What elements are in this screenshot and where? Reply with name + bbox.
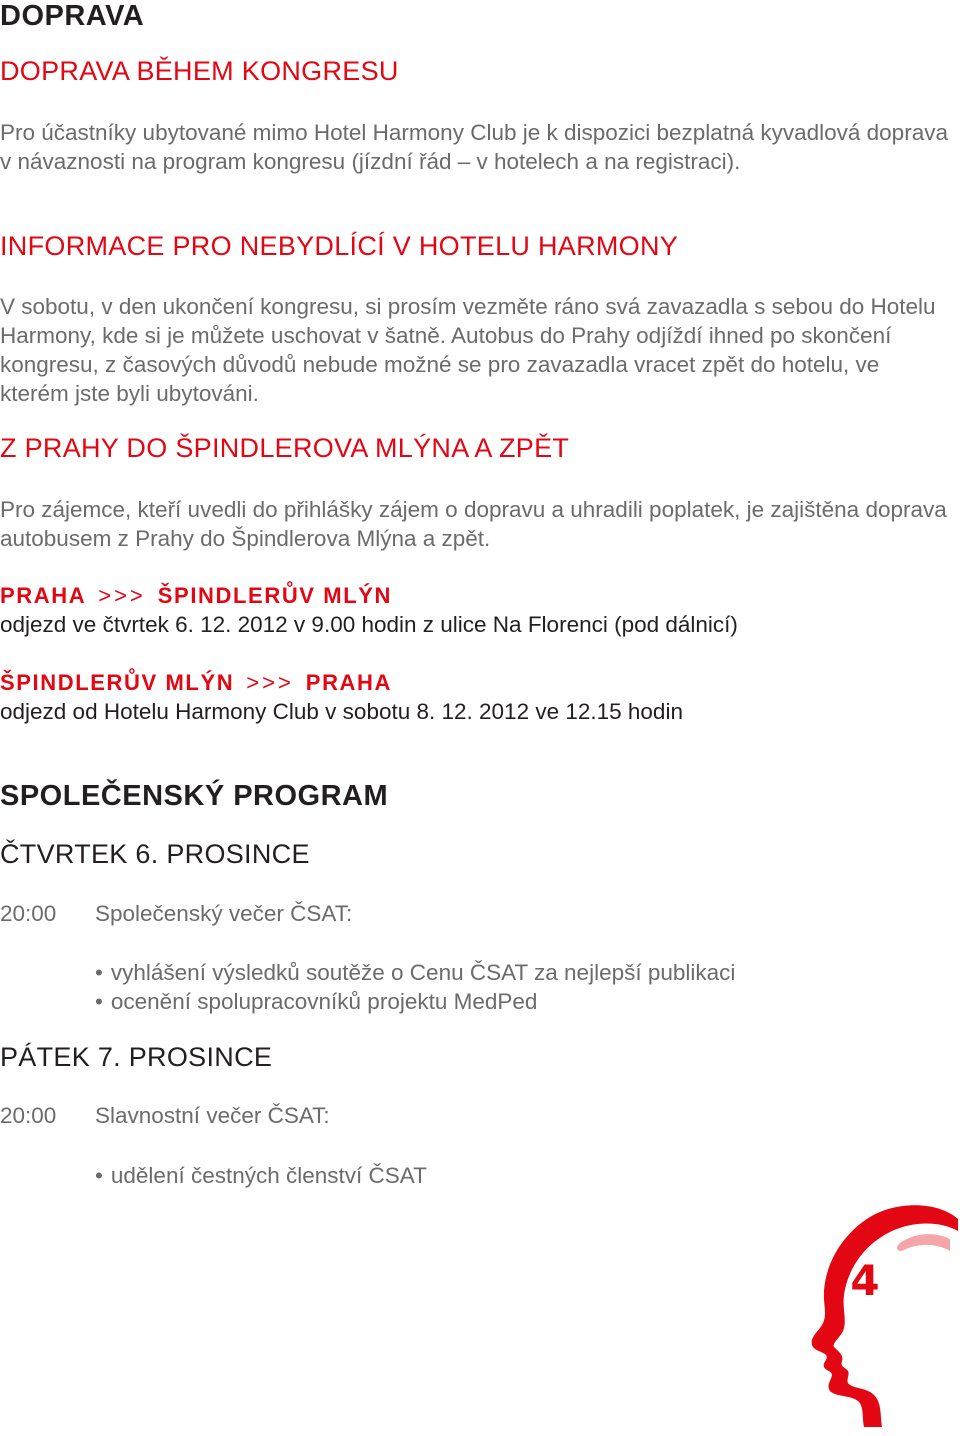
time-friday: 20:00 xyxy=(0,1103,57,1128)
route-outbound xyxy=(0,583,392,609)
event-friday: Slavnostní večer ČSAT: xyxy=(95,1103,330,1128)
route-return-arrows: >>> xyxy=(246,670,294,695)
route-return xyxy=(0,670,392,696)
heading-non-residents: INFORMACE PRO NEBYDLÍCÍ V HOTELU HARMONY xyxy=(0,231,679,261)
route-outbound-arrows: >>> xyxy=(98,583,146,608)
paragraph-prague-route: Pro zájemce, kteří uvedli do přihlášky zájem o dopravu a uhradili poplatek, je zajištěna doprava autobusem z Prahy do Špindlerova Mlýna a zpět. xyxy=(0,497,947,551)
heading-prague-route: Z PRAHY DO ŠPINDLEROVA MLÝNA A ZPĚT xyxy=(0,433,570,463)
page-number: 4 xyxy=(850,1256,880,1305)
list-item: • ocenění spolupracovníků projektu MedPed xyxy=(95,987,735,1016)
list-item: • vyhlášení výsledků soutěže o Cenu ČSAT za nejlepší publikaci xyxy=(95,958,735,987)
departure-return: odjezd od Hotelu Harmony Club v sobotu 8. 12. 2012 ve 12.15 hodin xyxy=(0,699,683,724)
head-profile-logo-icon xyxy=(800,1205,960,1430)
route-return-to: PRAHA xyxy=(305,670,393,695)
bullet-list-friday xyxy=(95,1161,427,1190)
section-title-doprava: DOPRAVA xyxy=(0,0,145,32)
route-return-from: ŠPINDLERŮV MLÝN xyxy=(0,670,235,695)
paragraph-congress-transport: Pro účastníky ubytované mimo Hotel Harmony Club je k dispozici bezplatná kyvadlová doprava v návaznosti na program kongresu (jízdní řád – v hotelech a na registraci). xyxy=(0,120,948,174)
route-outbound-from: PRAHA xyxy=(0,583,87,608)
list-item: • udělení čestných členství ČSAT xyxy=(95,1161,427,1190)
route-outbound-to: ŠPINDLERŮV MLÝN xyxy=(157,583,393,608)
heading-thursday: ČTVRTEK 6. PROSINCE xyxy=(0,839,310,869)
event-thursday: Společenský večer ČSAT: xyxy=(95,901,353,926)
departure-outbound: odjezd ve čtvrtek 6. 12. 2012 v 9.00 hodin z ulice Na Florenci (pod dálnicí) xyxy=(0,612,738,637)
section-title-social-program: SPOLEČENSKÝ PROGRAM xyxy=(0,780,389,812)
paragraph-non-residents: V sobotu, v den ukončení kongresu, si prosím vezměte ráno svá zavazadla s sebou do Hotelu Harmony, kde si je můžete uschovat v šatně. Autobus do Prahy odjíždí ihned po skončení kongresu, z časových důvodů nebude možné se pro zavazadla vracet zpět do hotelu, ve kterém jste byli ubytováni. xyxy=(0,294,936,406)
time-thursday: 20:00 xyxy=(0,901,57,926)
heading-friday: PÁTEK 7. PROSINCE xyxy=(0,1042,273,1072)
heading-congress-transport: DOPRAVA BĚHEM KONGRESU xyxy=(0,56,399,86)
bullet-list-thursday xyxy=(95,958,735,1016)
